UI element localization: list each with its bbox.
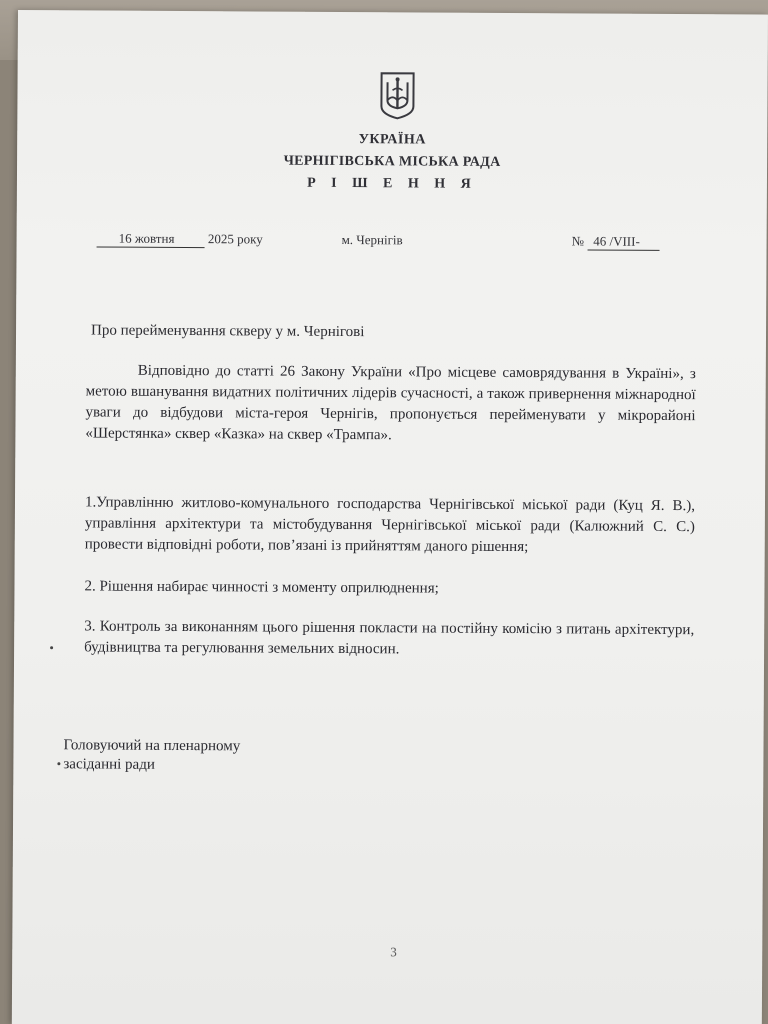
intro-paragraph: Відповідно до статті 26 Закону України «Про місцеве самоврядування в Україні», з метою вшанування видатних політичних лідерів сучасності, а також привернення міжнародної уваги до відбудови міста-героя Чернігів, пропонується перейменувати у мікрорайоні «Шерстянка» сквер «Казка» на сквер «Трампа». (85, 362, 696, 444)
year-suffix: 2025 року (207, 231, 263, 247)
page-mark: 3 (390, 944, 397, 960)
number-sign: № (571, 233, 585, 249)
item-2-paragraph: 2. Рішення набирає чинності з моменту оприлюднення; (84, 578, 439, 597)
decision-number-value: 46 /VIII- (587, 233, 660, 250)
signature-line-1: Головуючий на пленарному (63, 737, 241, 755)
paper-speck (50, 646, 53, 649)
decision-subject: Про перейменування скверу у м. Чернігові (90, 322, 365, 341)
council-heading: ЧЕРНІГІВСЬКА МІСЬКА РАДА (283, 153, 501, 170)
country-heading: УКРАЇНА (358, 132, 426, 148)
item-3-paragraph: 3. Контроль за виконанням цього рішення покласти на постійну комісію з питань архітектури, будівництва та регулювання земельних відносин. (84, 618, 695, 658)
date-line (97, 230, 263, 248)
decision-number-line (572, 233, 660, 251)
signature-line-2: засіданні ради (63, 756, 155, 773)
place-label: м. Чернігів (341, 231, 403, 248)
trident-emblem-icon (378, 70, 416, 120)
document-type-heading: Р І Ш Е Н Н Я (307, 175, 477, 192)
date-value: 16 жовтня (97, 230, 205, 248)
paper-speck (57, 762, 60, 765)
item-1-paragraph: 1.Управлінню житлово-комунального господарства Чернігівської міської ради (Куц Я. В.), управління архітектури та містобудування Чернігівської міської ради (Калюжний С. С.) провести відповідні роботи, пов’язані із прийняттям даного рішення; (84, 494, 696, 556)
document-page (12, 10, 768, 1024)
signature-block (63, 736, 240, 775)
